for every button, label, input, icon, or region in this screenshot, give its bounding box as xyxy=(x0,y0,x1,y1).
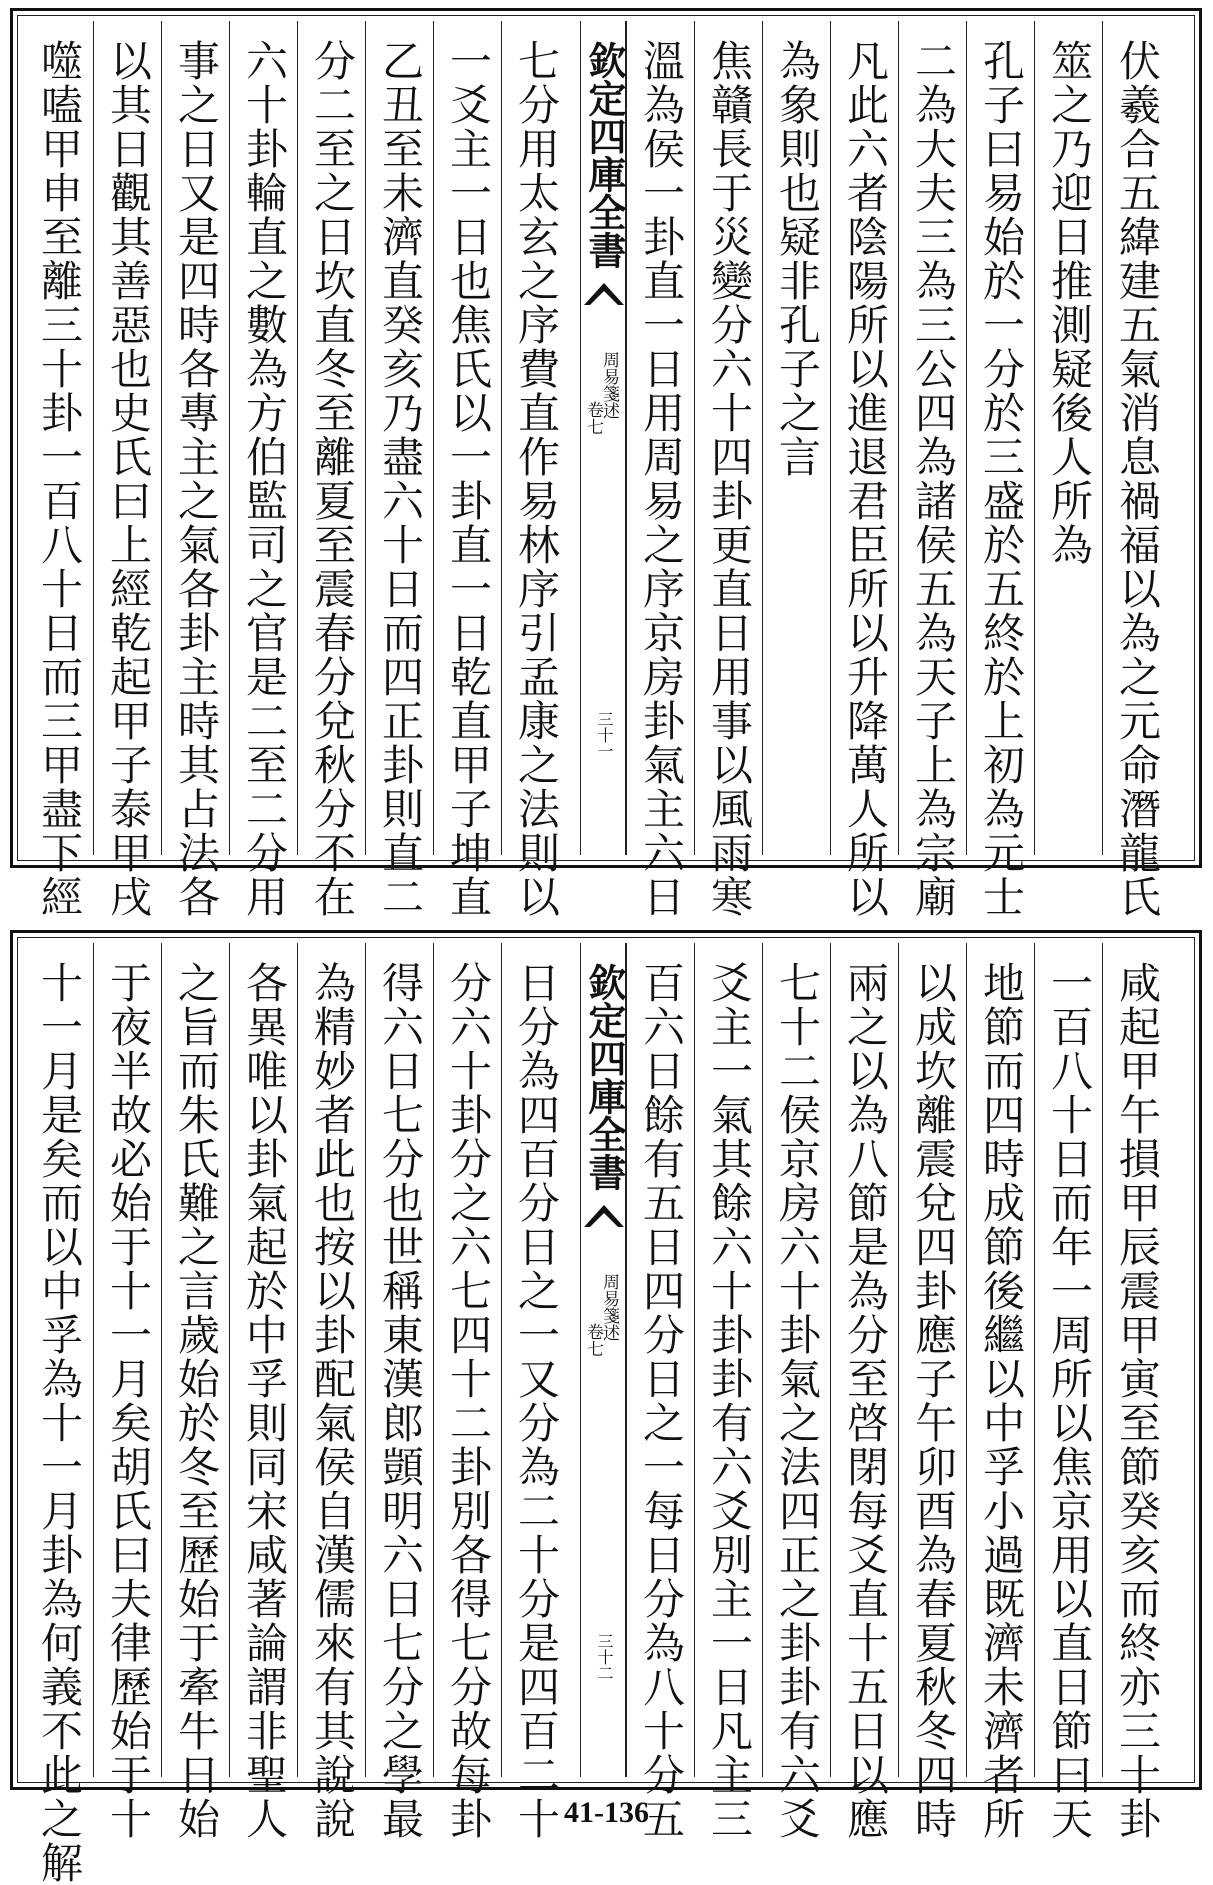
column-text: 伏羲合五緯建五氣消息禍福以為之元命潛龍氏 xyxy=(1113,39,1162,919)
text-column xyxy=(365,21,433,919)
column-text: 一爻主一日也焦氏以一卦直一日乾直甲子坤直 xyxy=(444,39,493,919)
column-text: 六十卦輪直之數為方伯監司之官是二至二分用 xyxy=(240,39,289,919)
column-text: 之旨而朱氏難之言歲始於冬至歷始于牽牛日始 xyxy=(172,961,221,1841)
text-column xyxy=(966,943,1034,1841)
column-text: 七分用太玄之序費直作易林序引孟康之法則以 xyxy=(512,39,561,919)
column-text: 為象則也疑非孔子之言 xyxy=(773,39,822,479)
text-column xyxy=(1034,943,1102,1841)
column-text: 咸起甲午損甲辰震甲寅至節癸亥而終亦三十卦 xyxy=(1113,961,1162,1841)
text-column xyxy=(1034,21,1102,855)
series-title: 欽定四庫全書 xyxy=(582,41,627,269)
text-column xyxy=(1102,21,1170,919)
page-number-footer: 41-136 xyxy=(564,1796,649,1829)
book-title: 周易箋述 xyxy=(599,351,619,419)
text-column xyxy=(694,21,762,919)
column-text: 百六日餘有五日四分日之一每日分為八十分五 xyxy=(637,961,686,1841)
text-column xyxy=(25,21,93,919)
text-column xyxy=(93,943,161,1841)
column-text: 十一月是矣而以中孚為十一月卦為何義不此之解 xyxy=(35,961,84,1885)
text-column xyxy=(830,21,898,919)
column-text: 日分為四百分日之一又分為二十分是四百二十 xyxy=(512,961,561,1841)
column-text: 筮之乃迎日推測疑後人所為 xyxy=(1045,39,1094,567)
text-column xyxy=(1102,943,1170,1841)
column-text: 各異唯以卦氣起於中孚則同宋咸著論謂非聖人 xyxy=(240,961,289,1841)
column-text: 為精妙者此也按以卦配氣侯自漢儒來有其說說 xyxy=(308,961,357,1841)
column-text: 一百八十日而年一周所以焦京用以直日節曰天 xyxy=(1045,961,1094,1841)
fish-tail-mark-icon xyxy=(584,1203,624,1227)
column-text: 溫為侯一卦直一日用周易之序京房卦氣主六日 xyxy=(637,39,686,919)
center-fold-column xyxy=(580,21,626,855)
column-text: 以其日觀其善惡也史氏曰上經乾起甲子泰甲戌 xyxy=(104,39,153,919)
text-column xyxy=(297,943,365,1841)
column-text: 二為大夫三為三公四為諸侯五為天子上為宗廟 xyxy=(909,39,958,919)
text-column xyxy=(229,943,297,1841)
volume-label: 卷七 xyxy=(583,401,603,435)
text-column xyxy=(626,21,694,919)
text-column xyxy=(433,21,501,919)
book-title: 周易箋述 xyxy=(599,1273,619,1341)
column-text: 分二至之日坎直冬至離夏至震春分兌秋分不在 xyxy=(308,39,357,919)
text-column xyxy=(626,943,694,1841)
column-text: 以成坎離震兌四卦應子午卯酉為春夏秋冬四時 xyxy=(909,961,958,1841)
leaf-number: 三十一 xyxy=(595,711,614,759)
column-text: 噬嗑甲申至離三十卦一百八十日而三甲盡下經 xyxy=(35,39,84,919)
column-text: 事之日又是四時各專主之氣各卦主時其占法各 xyxy=(172,39,221,919)
column-text: 得六日七分也世稱東漢郎顗明六日七分之學最 xyxy=(376,961,425,1841)
text-column xyxy=(762,21,830,855)
text-column xyxy=(433,943,501,1841)
top-half-page xyxy=(10,8,1202,919)
text-column xyxy=(694,943,762,1841)
column-text: 分六十卦分之六七四十二卦別各得七分故每卦 xyxy=(444,961,493,1841)
text-column xyxy=(229,21,297,919)
text-column xyxy=(898,21,966,919)
text-column xyxy=(501,943,569,1841)
series-title: 欽定四庫全書 xyxy=(582,963,627,1191)
column-text: 于夜半故必始于十一月矣胡氏曰夫律歷始于十 xyxy=(104,961,153,1841)
text-column xyxy=(898,943,966,1841)
text-column xyxy=(297,21,365,919)
column-text: 地節而四時成節後繼以中孚小過既濟未濟者所 xyxy=(977,961,1026,1841)
column-text: 凡此六者陰陽所以進退君臣所以升降萬人所以 xyxy=(841,39,890,919)
text-column xyxy=(966,21,1034,919)
column-text: 焦贛長于災變分六十四卦更直日用事以風雨寒 xyxy=(705,39,754,919)
text-column xyxy=(161,21,229,919)
column-text: 兩之以為八節是為分至啓閉每爻直十五日以應 xyxy=(841,961,890,1841)
top-column-grid xyxy=(13,11,1199,919)
column-text: 孔子曰易始於一分於三盛於五終於上初為元士 xyxy=(977,39,1026,919)
text-column xyxy=(501,21,569,919)
text-column xyxy=(25,943,93,1885)
column-text: 乙丑至未濟直癸亥乃盡六十日而四正卦則直二 xyxy=(376,39,425,919)
volume-label: 卷七 xyxy=(583,1323,603,1357)
text-column xyxy=(762,943,830,1841)
text-column xyxy=(161,943,229,1841)
center-fold-column xyxy=(580,943,626,1777)
fish-tail-mark-icon xyxy=(584,281,624,305)
leaf-number: 三十二 xyxy=(595,1633,614,1681)
column-text: 七十二侯京房六十卦氣之法四正之卦卦有六爻 xyxy=(773,961,822,1841)
text-column xyxy=(93,21,161,919)
column-text: 爻主一氣其餘六十卦卦有六爻別主一日凡主三 xyxy=(705,961,754,1841)
text-column xyxy=(830,943,898,1841)
text-column xyxy=(365,943,433,1841)
